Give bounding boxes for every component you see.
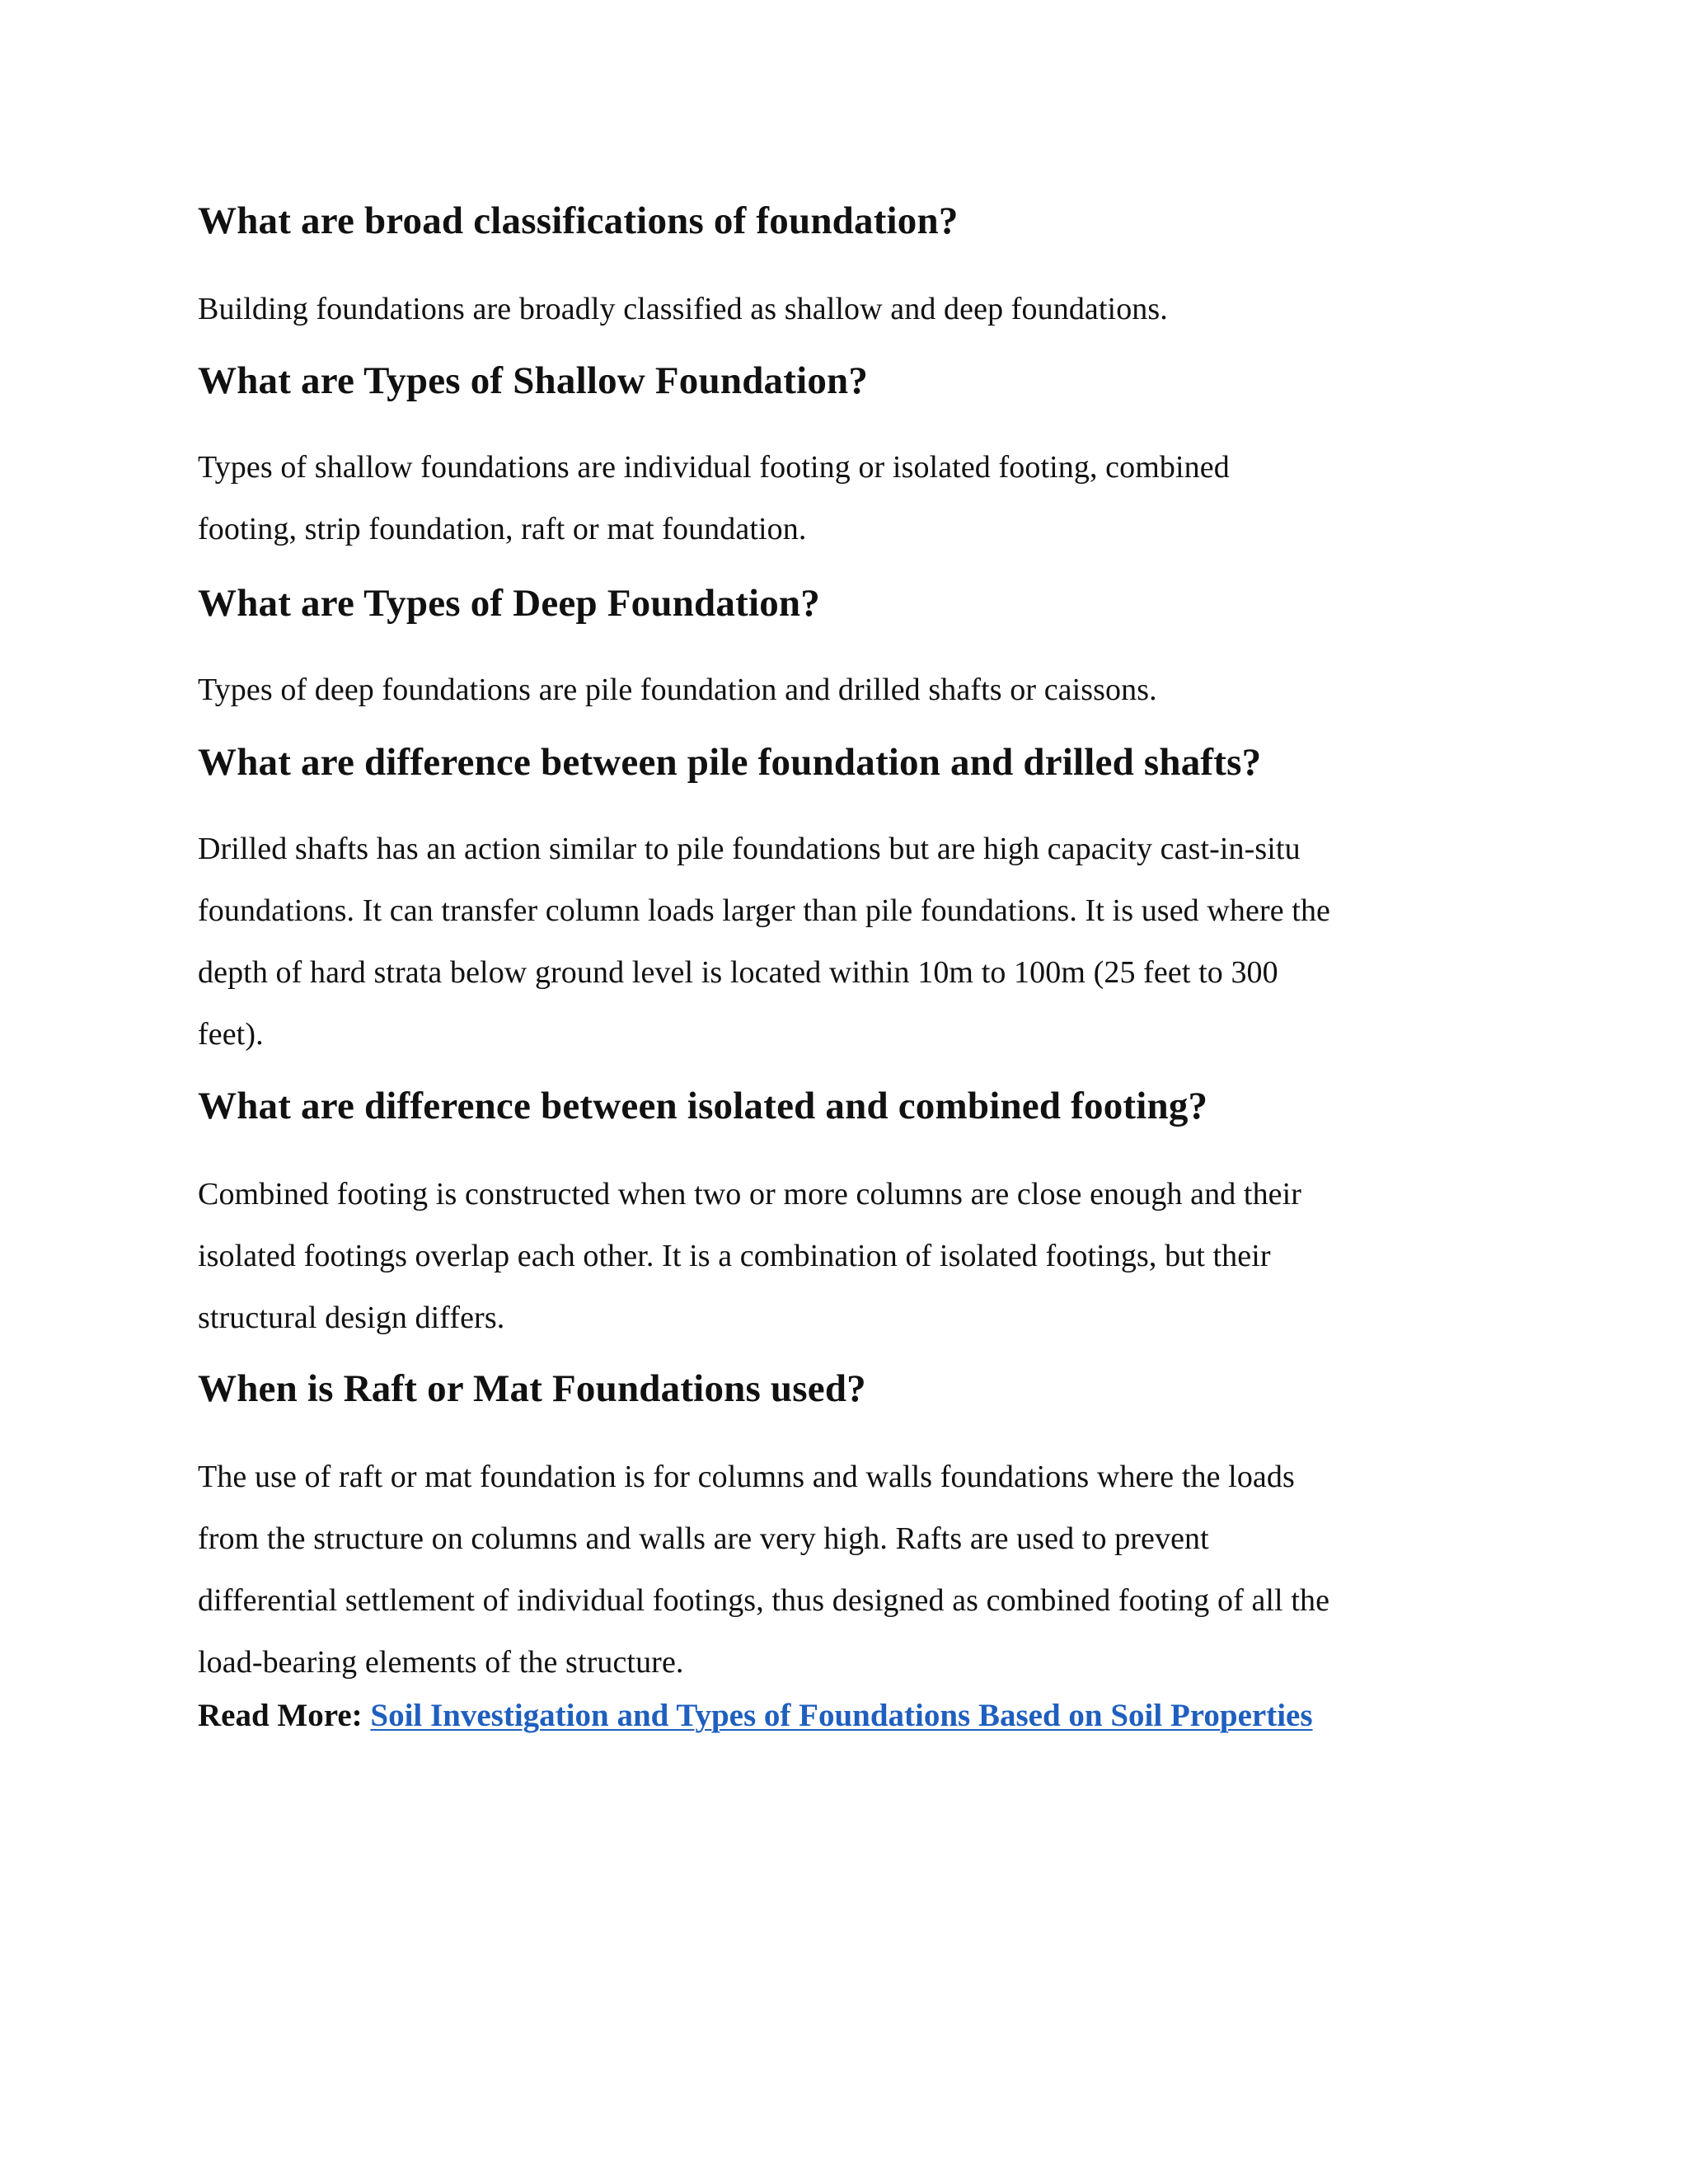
- read-more-label: Read More:: [198, 1698, 363, 1733]
- answer-line: Combined footing is constructed when two or more columns are close enough and their: [198, 1177, 1302, 1212]
- question-heading: When is Raft or Mat Foundations used?: [198, 1367, 866, 1410]
- answer-line: Types of shallow foundations are individual footing or isolated footing, combined: [198, 450, 1230, 485]
- answer-line: isolated footings overlap each other. It is a combination of isolated footings, but their: [198, 1239, 1271, 1273]
- answer-line: Drilled shafts has an action similar to pile foundations but are high capacity cast-in-situ: [198, 832, 1301, 866]
- answer-line: footing, strip foundation, raft or mat foundation.: [198, 512, 807, 546]
- answer-line: feet).: [198, 1017, 264, 1052]
- answer-line: Building foundations are broadly classified as shallow and deep foundations.: [198, 292, 1168, 326]
- answer-line: differential settlement of individual footings, thus designed as combined footing of all the: [198, 1583, 1330, 1618]
- answer-paragraph: [198, 1446, 1517, 1694]
- read-more: [198, 1691, 1313, 1741]
- question-heading: What are Types of Deep Foundation?: [198, 582, 820, 625]
- question-heading: What are Types of Shallow Foundation?: [198, 359, 869, 402]
- question-heading: What are difference between pile foundation and drilled shafts?: [198, 741, 1262, 784]
- answer-line: from the structure on columns and walls are very high. Rafts are used to prevent: [198, 1521, 1209, 1556]
- answer-line: depth of hard strata below ground level is located within 10m to 100m (25 feet to 300: [198, 955, 1278, 990]
- answer-line: foundations. It can transfer column loads larger than pile foundations. It is used where the: [198, 893, 1331, 928]
- answer-paragraph: [198, 437, 1517, 560]
- read-more-link[interactable]: Soil Investigation and Types of Foundations Based on Soil Properties: [370, 1698, 1313, 1733]
- answer-paragraph: [198, 279, 1517, 340]
- answer-paragraph: [198, 659, 1517, 721]
- answer-line: Types of deep foundations are pile foundation and drilled shafts or caissons.: [198, 673, 1157, 707]
- answer-line: The use of raft or mat foundation is for columns and walls foundations where the loads: [198, 1460, 1295, 1494]
- answer-paragraph: [198, 818, 1517, 1066]
- question-heading: What are difference between isolated and combined footing?: [198, 1085, 1208, 1127]
- answer-line: structural design differs.: [198, 1301, 505, 1335]
- answer-paragraph: [198, 1164, 1517, 1349]
- question-heading: What are broad classifications of foundation?: [198, 199, 959, 242]
- answer-line: load-bearing elements of the structure.: [198, 1645, 684, 1680]
